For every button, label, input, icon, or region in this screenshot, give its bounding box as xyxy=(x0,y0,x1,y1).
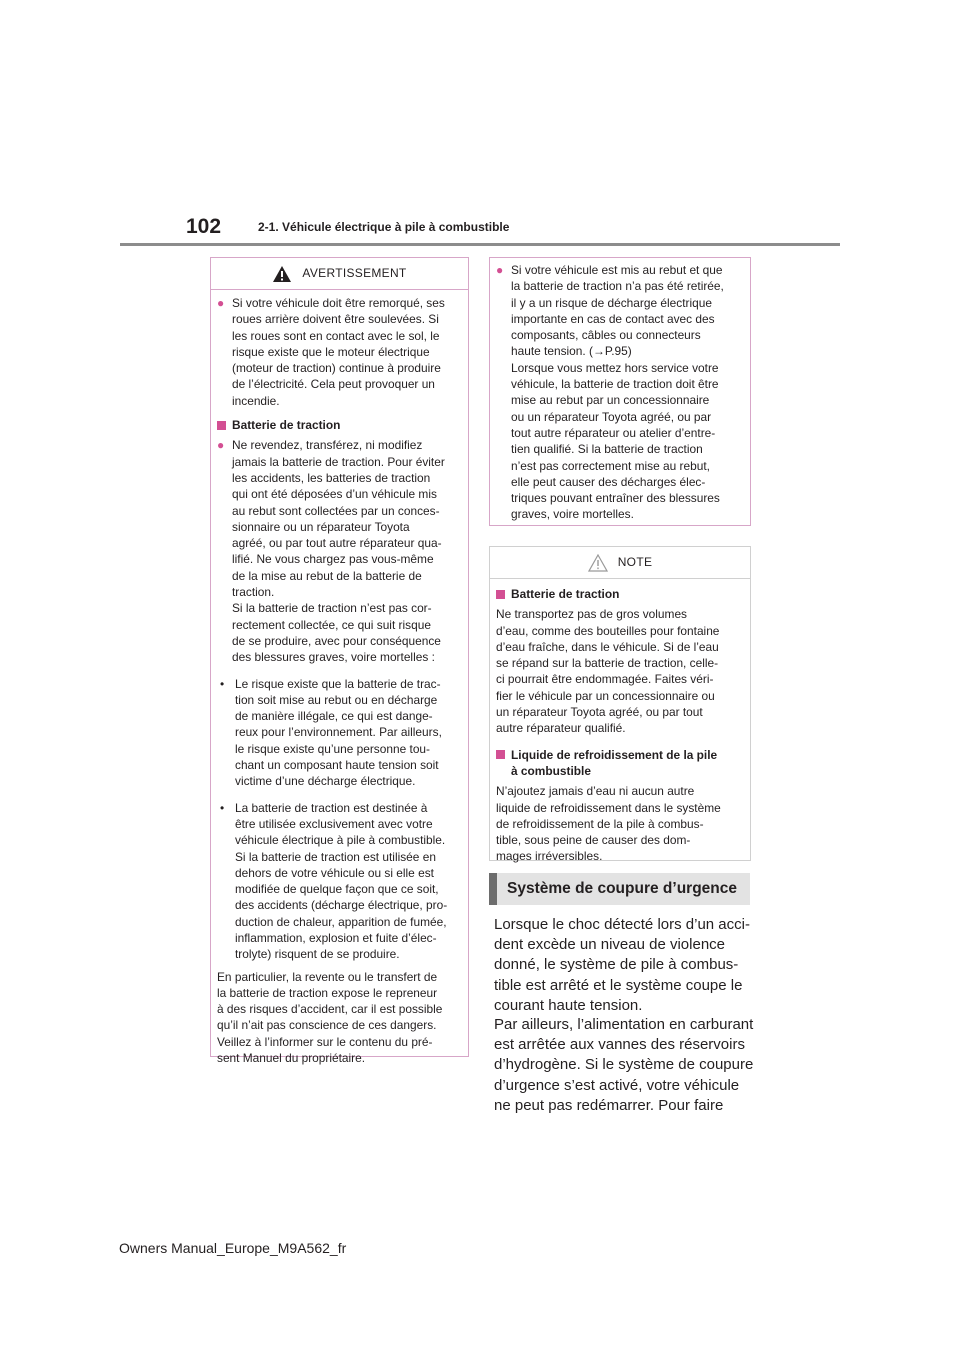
note-subheading xyxy=(496,586,740,602)
warning-point-text: Ne revendez, transférez, ni modifiez jamais la batterie de traction. Pour éviter les accidents, les batteries de traction qui ont été déposées d’un véhicule mis au rebut sont collectées par un conces- sionnaire ou un réparateur Toyota agréé, ou par tout autre réparateur qua- lifié. Ne vous chargez pas vous-même de la mise au rebut de la batterie de traction. Si la batterie de traction n’est pas cor- rectement collectée, ce qui suit risque de se produire, avec pour conséquence des blessures graves, voire mortelles : xyxy=(232,438,445,665)
note-title: NOTE xyxy=(617,555,653,570)
chapter-title: 2-1. Véhicule électrique à pile à combustible xyxy=(258,220,510,234)
note-box xyxy=(489,546,751,864)
warning-box xyxy=(210,257,469,1066)
note-subheading-text: Liquide de refroidissement de la pile à combustible xyxy=(511,747,718,778)
warning-subheading-text: Batterie de traction xyxy=(232,418,341,433)
warning-bullet xyxy=(217,800,458,963)
square-bullet-icon xyxy=(496,586,511,602)
warning-point xyxy=(217,295,458,409)
square-bullet-icon xyxy=(496,747,511,780)
warning-header xyxy=(211,258,468,290)
header-divider xyxy=(120,243,840,246)
warning-bullet xyxy=(217,676,458,790)
note-subheading xyxy=(496,747,740,780)
warning-continued-box xyxy=(489,257,751,526)
body-paragraph: Par ailleurs, l’alimentation en carburant est arrêtée aux vannes des réservoirs d’hydrogène. Si le système de coupure d’urgence s’est activé, votre véhicule ne peut pas redémarrer. Pour faire xyxy=(494,1016,754,1114)
bullet-circle-icon: ● xyxy=(217,438,225,453)
note-paragraph: N’ajoutez jamais d’eau ni aucun autre liquide de refroidissement dans le système de refroidissement de la pile à combus- tible, sous peine de causer des dom- mages irréversibles. xyxy=(496,784,721,864)
note-subheading-text: Batterie de traction xyxy=(511,587,620,601)
warning-closing-text: En particulier, la revente ou le transfert de la batterie de traction expose le repreneur à des risques d’accident, car il est possible qu’il n’ait pas conscience de ces dangers. Veillez à l’informer sur le contenu du pré- sent Manuel du propriétaire. xyxy=(217,969,443,1066)
warning-title: AVERTISSEMENT xyxy=(302,266,407,281)
bullet-dot: • xyxy=(220,800,225,815)
warning-point xyxy=(217,437,458,665)
warning-bullet-text: La batterie de traction est destinée à être utilisée exclusivement avec votre véhicule électrique à pile à combustible. Si la batterie de traction est utilisée en dehors de votre véhicule ou si elle est modifiée de quelque façon que ce soit, des accidents (décharge électrique, pro- duction de chaleur, apparition de fumée, inflammation, explosion et fuite d’élec- trolyte) risquent de se produire. xyxy=(235,800,448,962)
bullet-dot: • xyxy=(220,676,225,691)
warning-subheading xyxy=(217,417,458,433)
caution-triangle-icon xyxy=(588,554,608,572)
bullet-circle-icon: ● xyxy=(217,296,225,310)
warning-triangle-icon xyxy=(272,265,292,283)
warning-bullet-text: Le risque existe que la batterie de trac- tion soit mise au rebut ou en décharge de manière illégale, ce qui est dange- reux pour l’environnement. Par ailleurs, le risque existe qu’une personne tou- chant un composant haute tension soit victime d’une décharge électrique. xyxy=(235,676,442,789)
note-paragraph: Ne transportez pas de gros volumes d’eau, comme des bouteilles pour fontaine d’eau fraîche, dans le véhicule. Si de l’eau se répand sur la batterie de traction, celle- ci pourrait être endommagée. Faites véri- fier le véhicule par un concessionnaire ou un réparateur Toyota agréé, ou par tout autre réparateur qualifié. xyxy=(496,607,720,736)
warning-point-text: Si votre véhicule doit être remorqué, ses roues arrière doivent être soulevées. Si les roues sont en contact avec le sol, le risque existe que le moteur électrique (moteur de traction) continue à produire de l’électricité. Cela peut provoquer un incendie. xyxy=(232,296,445,408)
page-number: 102 xyxy=(186,215,222,238)
note-header xyxy=(490,547,750,579)
square-bullet-icon xyxy=(217,417,232,433)
warning-point-text: Si votre véhicule est mis au rebut et que la batterie de traction n’a pas été retirée, il y a un risque de décharge électrique importante en cas de contact avec des composants, câbles ou connecteurs haute tension. (→P.95) Lorsque vous mettez hors service votre véhicule, la batterie de traction doit être mise au rebut par un concessionnaire ou un réparateur Toyota agréé, ou par tout autre réparateur ou atelier d’entre- tien qualifié. Si la batterie de traction n’est pas correctement mise au rebut, elle peut causer des décharges élec- triques pouvant entraîner des blessures graves, voire mortelles. xyxy=(511,263,724,522)
warning-point xyxy=(496,262,740,523)
section-heading: Système de coupure d’urgence xyxy=(489,873,750,905)
footer-text: Owners Manual_Europe_M9A562_fr xyxy=(119,1240,347,1256)
bullet-circle-icon: ● xyxy=(496,263,504,277)
body-paragraph: Lorsque le choc détecté lors d’un acci- dent excède un niveau de violence donné, le système de pile à combus- tible est arrêté et le système coupe le courant haute tension. xyxy=(494,916,750,1014)
